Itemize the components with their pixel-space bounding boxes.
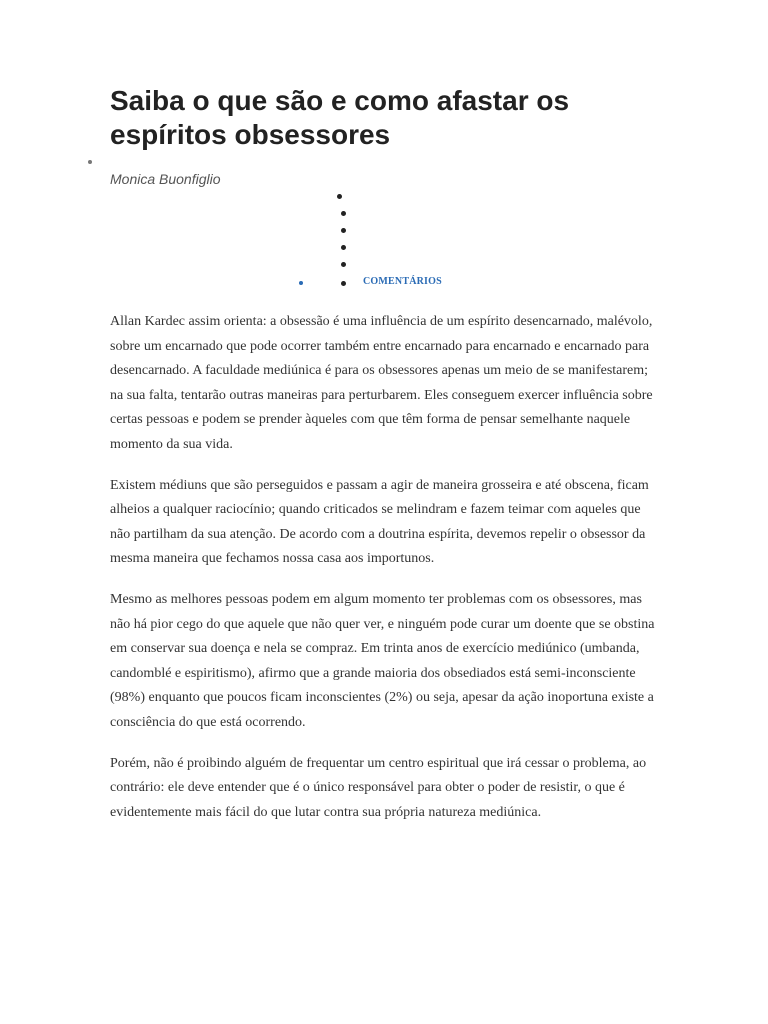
- article-body: [110, 310, 658, 841]
- share-item-bullet[interactable]: [341, 245, 346, 250]
- article-title: Saiba o que são e como afastar os espíritos obsessores: [110, 85, 570, 150]
- share-item-bullet[interactable]: [341, 262, 346, 267]
- share-item-bullet[interactable]: [341, 281, 346, 286]
- share-item-bullet[interactable]: [341, 228, 346, 233]
- article-author[interactable]: Monica Buonfiglio: [110, 171, 221, 187]
- article-paragraph: Mesmo as melhores pessoas podem em algum momento ter problemas com os obsessores, mas não há pior cego do que aquele que não quer ver, e ninguém pode curar um doente que se obstina em conservar sua doença e nela se compraz. Em trinta anos de exercício mediúnico (umbanda, candomblé e espiritismo), afirmo que a grande maioria dos obsediados está semi-inconsciente (98%) enquanto que poucos ficam inconscientes (2%) ou seja, apesar da ação inoportuna existe a consciência do que está ocorrendo.: [110, 591, 655, 730]
- comments-link[interactable]: COMENTÁRIOS: [363, 276, 442, 287]
- article-paragraph: Allan Kardec assim orienta: a obsessão é uma influência de um espírito desencarnado, malévolo, sobre um encarnado que pode ocorrer também entre encarnado para encarnado e encarnado para desencarnado. A faculdade mediúnica é para os obsessores apenas um meio de se manifestarem; na sua falta, tentarão outras maneiras para perturbarem. Eles conseguem exercer influência sobre certas pessoas e podem se prender àqueles com que têm forma de pensar semelhante naquele momento da sua vida.: [110, 314, 653, 452]
- list-bullet: [88, 160, 92, 164]
- article-paragraph: Porém, não é proibindo alguém de frequentar um centro espiritual que irá cessar o problema, ao contrário: ele deve entender que é o único responsável para obter o poder de resistir, o que é evidentemente mais fácil do que lutar contra sua própria natureza mediúnica.: [110, 755, 647, 820]
- article-paragraph: Existem médiuns que são perseguidos e passam a agir de maneira grosseira e até obscena, ficam alheios a qualquer raciocínio; quando criticados se melindram e fazem teimar com aqueles que não partilham da sua atenção. De acordo com a doutrina espírita, devemos repelir o obsessor da mesma maneira que fechamos nossa casa aos importunos.: [110, 477, 649, 567]
- comments-bullet: [299, 281, 303, 285]
- share-item-bullet[interactable]: [341, 211, 346, 216]
- share-item-bullet[interactable]: [337, 194, 342, 199]
